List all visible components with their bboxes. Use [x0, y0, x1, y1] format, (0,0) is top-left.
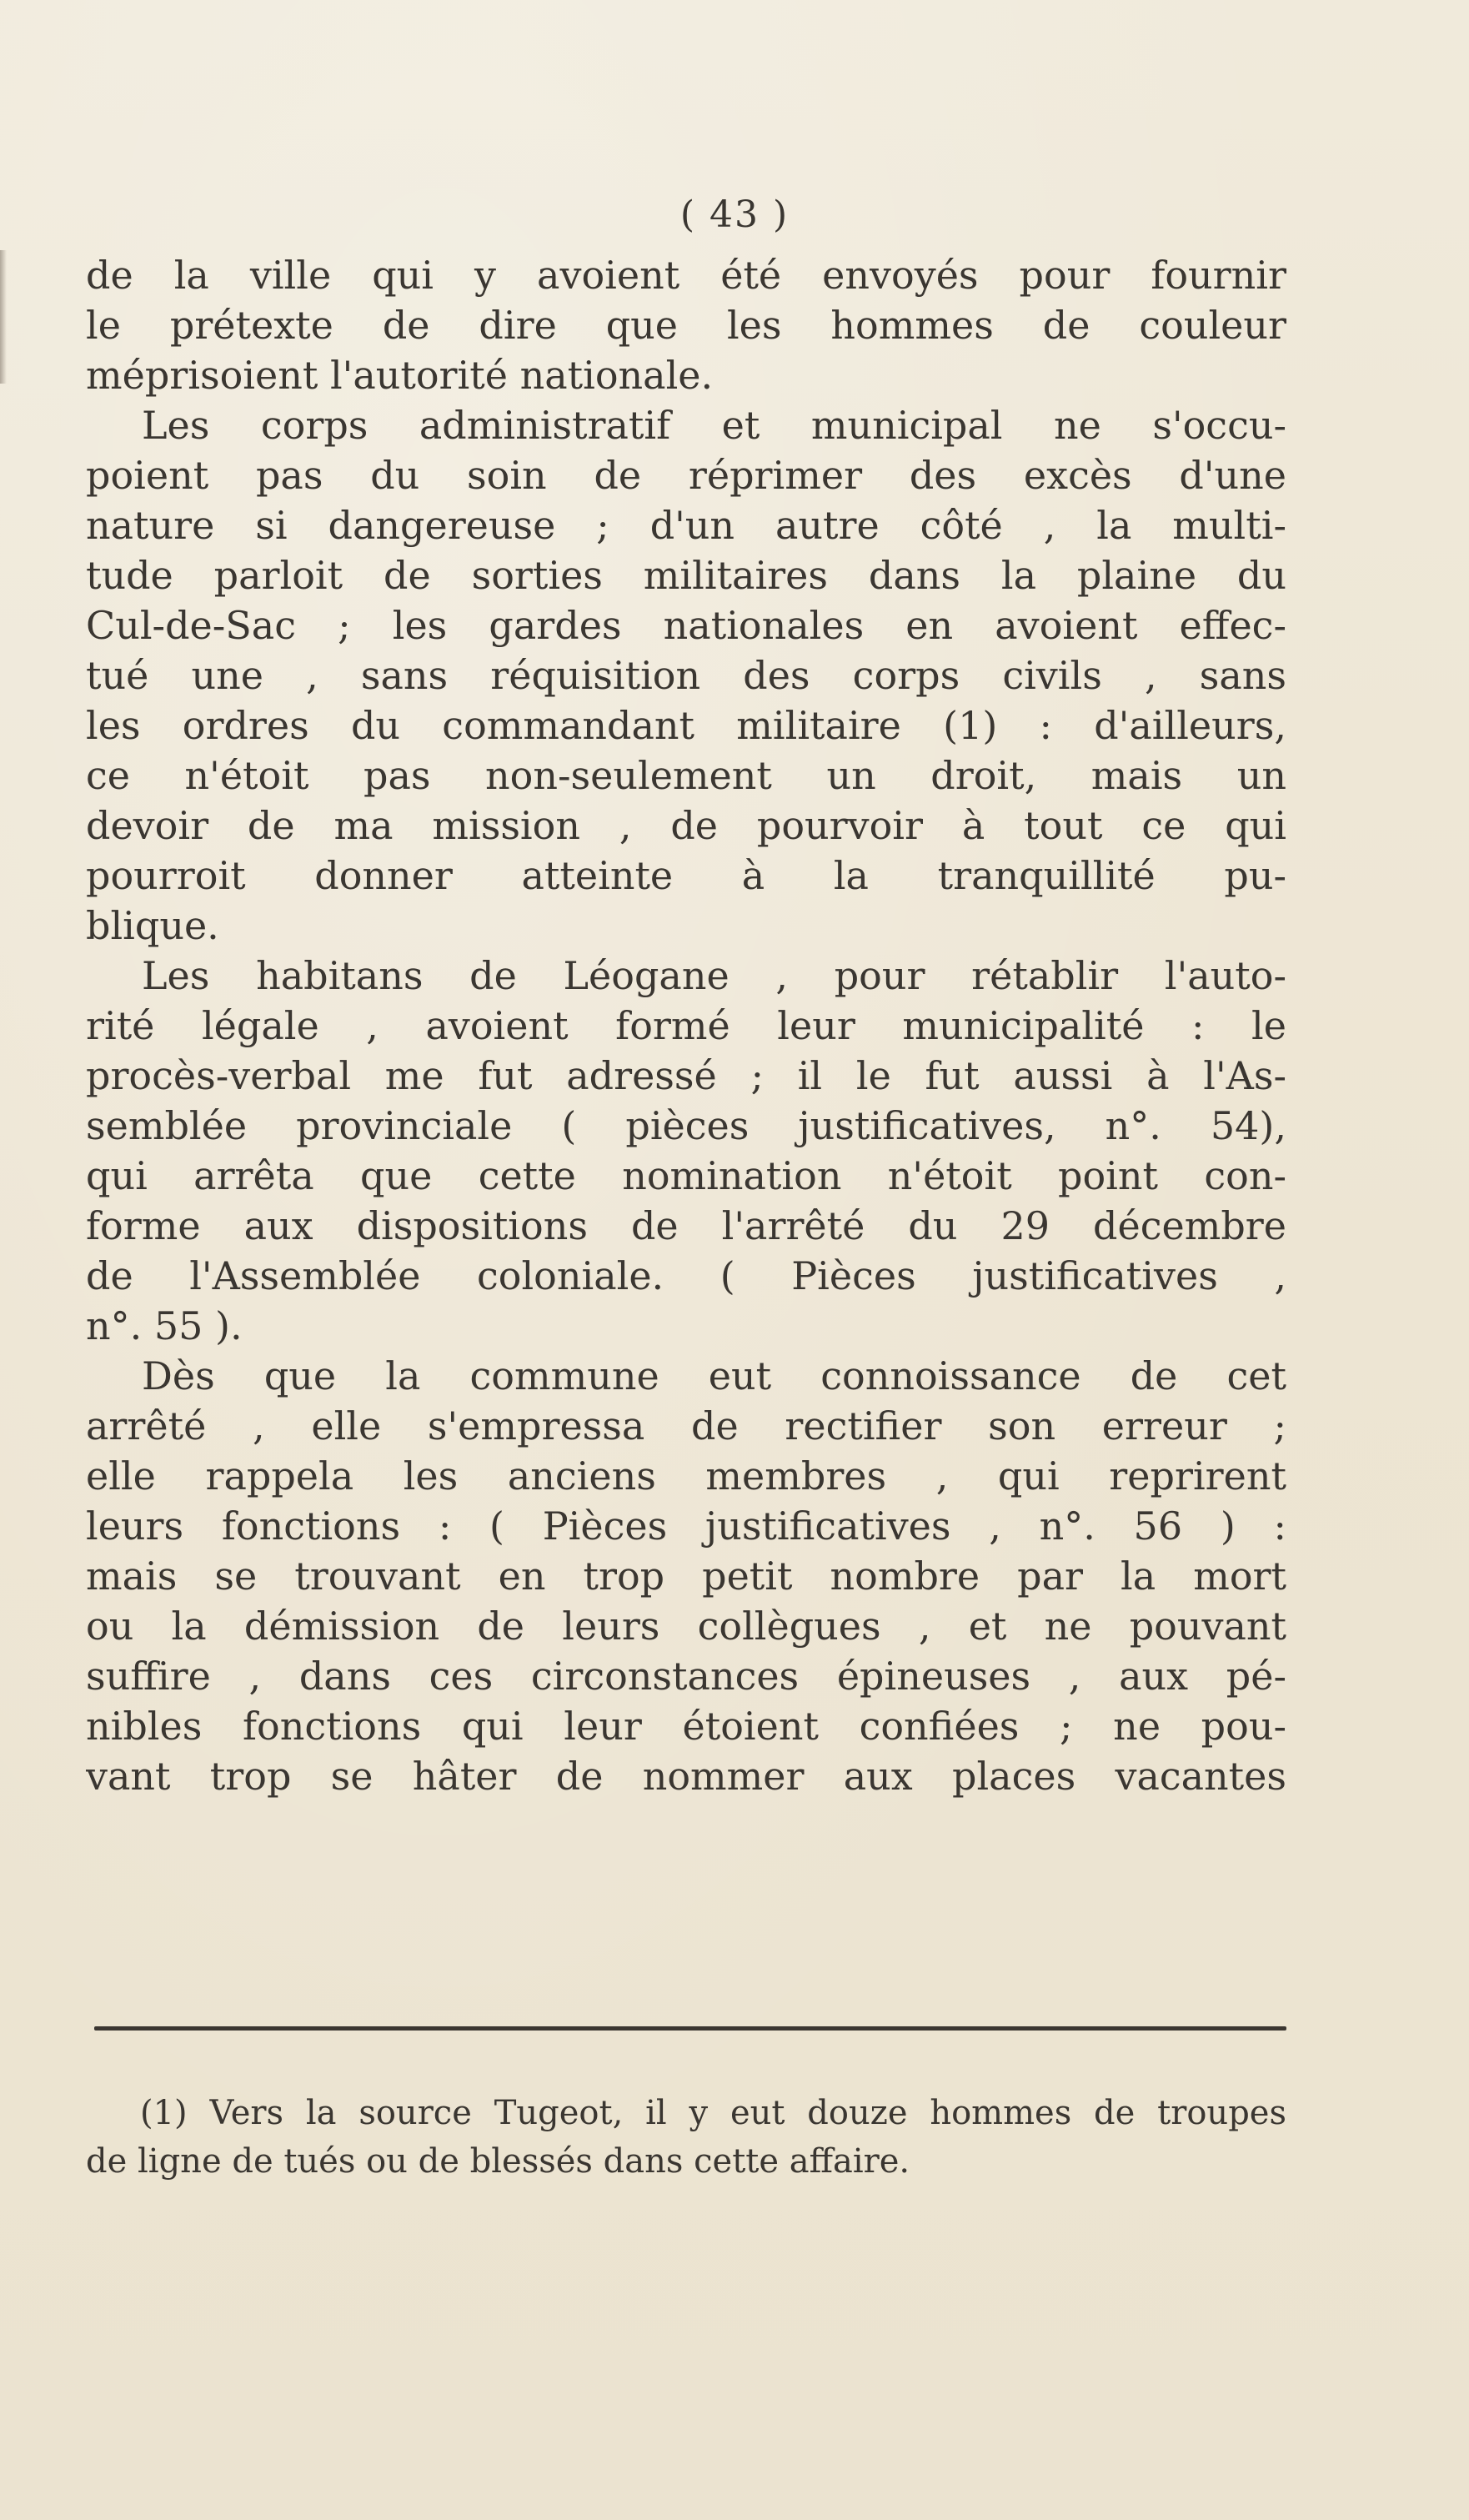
- text-line: tude parloit de sorties militaires dans la plaine du: [86, 553, 1286, 598]
- text-line: mais se trouvant en trop petit nombre par la mort: [86, 1554, 1286, 1599]
- text-line: procès-verbal me fut adressé ; il le fut aussi à l'As-: [86, 1053, 1286, 1098]
- footnote-line: de ligne de tués ou de blessés dans cette affaire.: [86, 2142, 910, 2181]
- text-line: Les corps administratif et municipal ne s'occu-: [142, 403, 1286, 448]
- text-line: arrêté , elle s'empressa de rectifier son erreur ;: [86, 1403, 1286, 1448]
- text-line: le prétexte de dire que les hommes de couleur: [86, 303, 1286, 348]
- text-line: méprisoient l'autorité nationale.: [86, 353, 714, 398]
- binding-shadow: [0, 250, 7, 384]
- text-line: vant trop se hâter de nommer aux places vacantes: [86, 1754, 1286, 1799]
- text-line: rité légale , avoient formé leur municipalité : le: [86, 1003, 1286, 1048]
- footnote-line: (1) Vers la source Tugeot, il y eut douze hommes de troupes: [140, 2094, 1286, 2132]
- text-line: de la ville qui y avoient été envoyés pour fournir: [86, 253, 1286, 298]
- text-line: ce n'étoit pas non-seulement un droit, mais un: [86, 753, 1286, 798]
- text-line: devoir de ma mission , de pourvoir à tout ce qui: [86, 803, 1286, 848]
- page-number: ( 43 ): [679, 193, 790, 236]
- text-line: blique.: [86, 903, 219, 948]
- text-line: tué une , sans réquisition des corps civils , sans: [86, 653, 1286, 698]
- text-line: de l'Assemblée coloniale. ( Pièces justificatives ,: [86, 1253, 1286, 1298]
- text-line: ou la démission de leurs collègues , et ne pouvant: [86, 1604, 1286, 1649]
- text-line: qui arrêta que cette nomination n'étoit point con-: [86, 1153, 1286, 1198]
- footnote-divider: [94, 2026, 1286, 2031]
- text-line: suffire , dans ces circonstances épineuses , aux pé-: [86, 1654, 1286, 1699]
- text-line: nibles fonctions qui leur étoient confiées ; ne pou-: [86, 1704, 1286, 1749]
- text-line: elle rappela les anciens membres , qui reprirent: [86, 1453, 1286, 1498]
- text-line: leurs fonctions : ( Pièces justificatives , n°. 56 ) :: [86, 1503, 1286, 1549]
- text-line: les ordres du commandant militaire (1) : d'ailleurs,: [86, 703, 1286, 748]
- text-line: n°. 55 ).: [86, 1303, 243, 1348]
- text-line: pourroit donner atteinte à la tranquillité pu-: [86, 853, 1286, 898]
- text-line: Les habitans de Léogane , pour rétablir l'auto-: [142, 953, 1286, 998]
- text-line: semblée provinciale ( pièces justificatives, n°. 54),: [86, 1103, 1286, 1148]
- text-line: Cul-de-Sac ; les gardes nationales en avoient effec-: [86, 603, 1286, 648]
- text-line: nature si dangereuse ; d'un autre côté , la multi-: [86, 503, 1286, 548]
- text-line: Dès que la commune eut connoissance de cet: [142, 1353, 1286, 1398]
- text-line: forme aux dispositions de l'arrêté du 29 décembre: [86, 1203, 1286, 1248]
- text-line: poient pas du soin de réprimer des excès d'une: [86, 453, 1286, 498]
